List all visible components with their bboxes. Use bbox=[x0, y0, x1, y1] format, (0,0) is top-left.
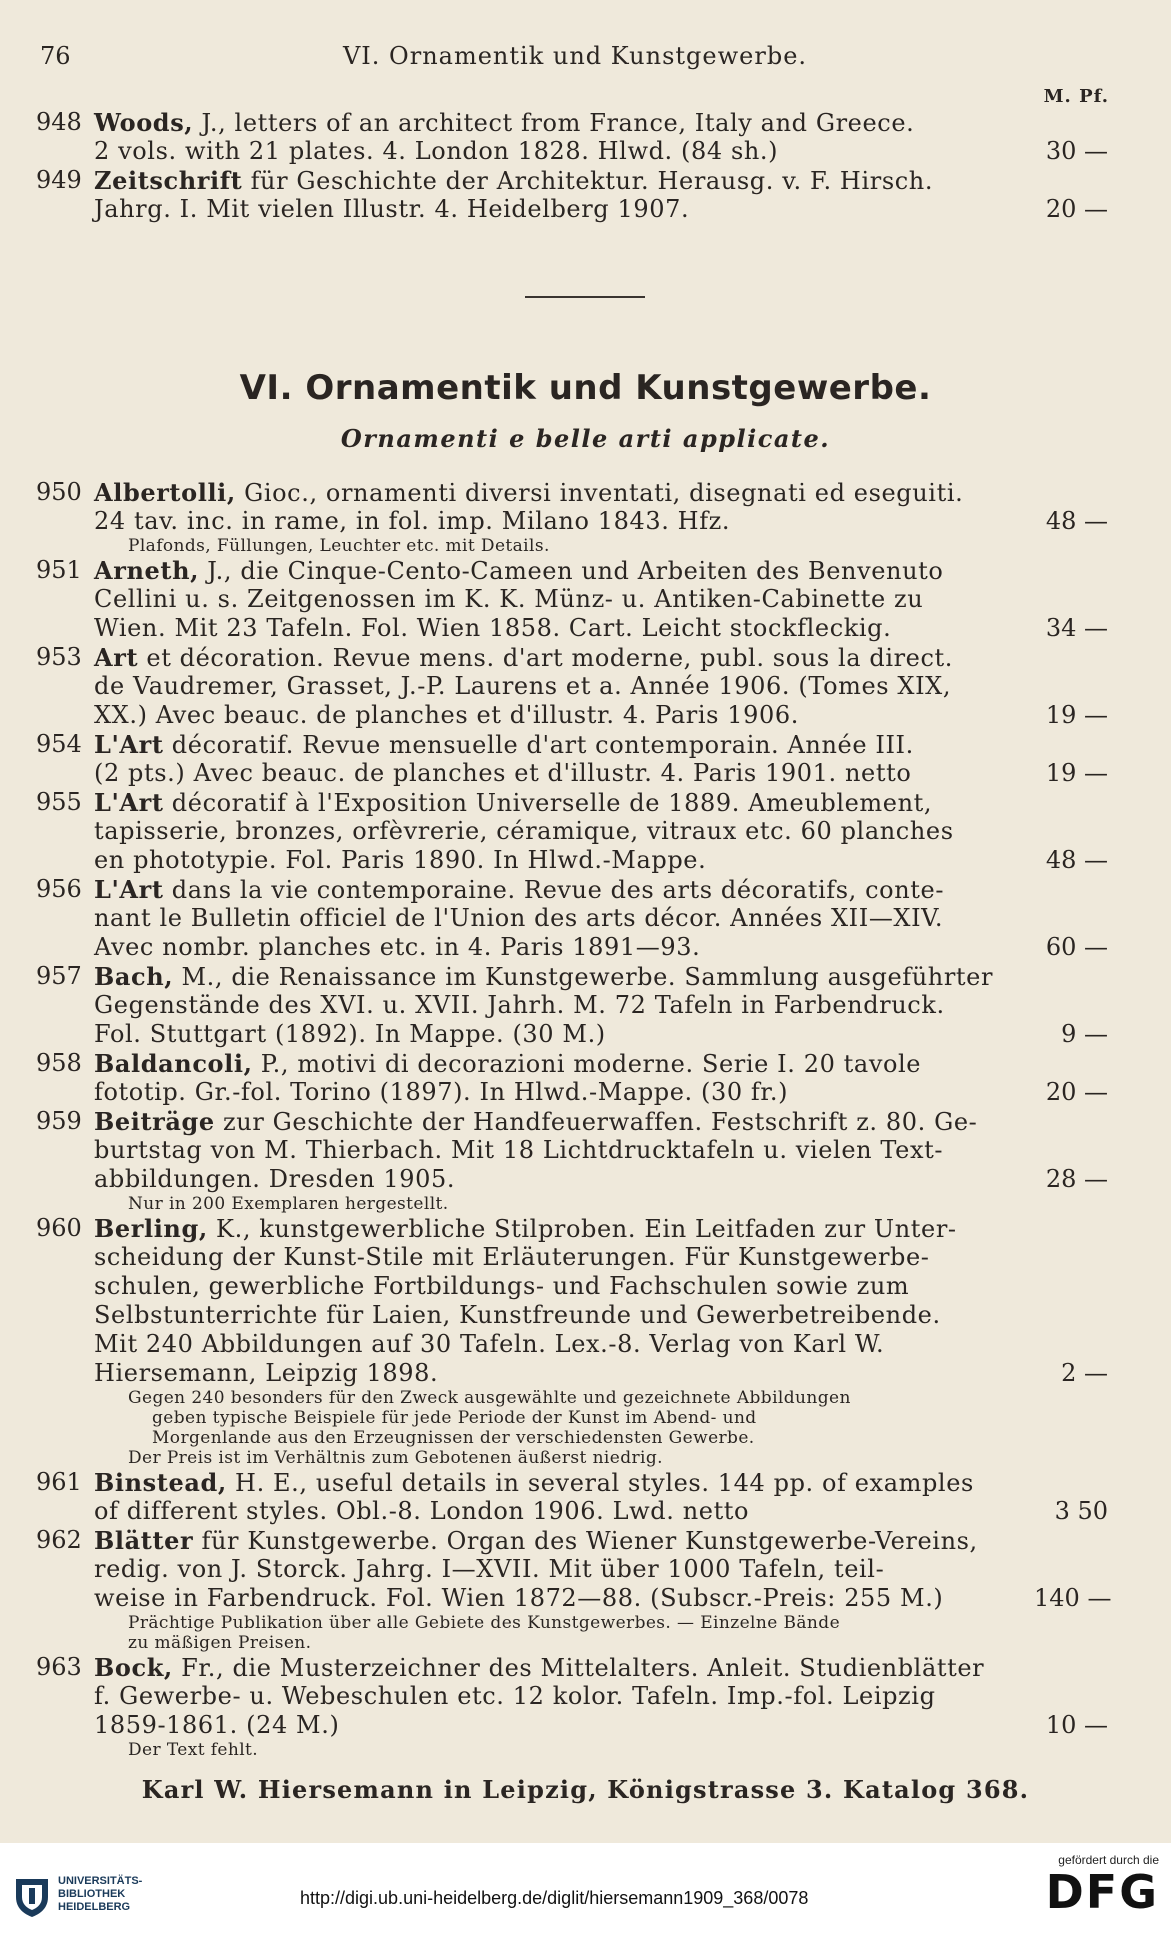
entry-text bbox=[94, 108, 914, 138]
entry-line bbox=[36, 962, 1108, 991]
entry-description: 2 vols. with 21 plates. 4. London 1828. Hlwd. (84 sh.) bbox=[94, 137, 779, 165]
entry-number: 956 bbox=[36, 875, 82, 903]
entry-price: 20 — bbox=[1045, 1078, 1108, 1106]
entry-price: 2 — bbox=[1061, 1359, 1108, 1387]
entry-line bbox=[36, 643, 1108, 672]
entry-description: redig. von J. Storck. Jahrg. I—XVII. Mit über 1000 Tafeln, teil- bbox=[94, 1555, 885, 1583]
entry-number: 963 bbox=[36, 1653, 82, 1681]
entry-description: Selbstunterrichte für Laien, Kunstfreunde und Gewerbetreibende. bbox=[94, 1301, 941, 1329]
catalog-entry bbox=[36, 788, 1108, 875]
entry-author: Beiträge bbox=[94, 1107, 215, 1136]
entry-text bbox=[94, 875, 944, 905]
entry-text bbox=[94, 1136, 943, 1165]
entry-line bbox=[36, 195, 1108, 224]
entry-text bbox=[94, 166, 933, 196]
entry-number: 960 bbox=[36, 1214, 82, 1242]
entry-description: décoratif. Revue mensuelle d'art contemporain. Année III. bbox=[163, 731, 914, 759]
entry-line bbox=[36, 1049, 1108, 1078]
entry-author: Bach, bbox=[94, 962, 174, 991]
entry-text bbox=[94, 1078, 788, 1107]
entry-text bbox=[94, 556, 943, 586]
entry-number: 953 bbox=[36, 643, 82, 671]
entry-line bbox=[36, 875, 1108, 904]
entry-author: L'Art bbox=[94, 730, 164, 759]
entry-line bbox=[36, 817, 1108, 846]
entry-description: zur Geschichte der Handfeuerwaffen. Festschrift z. 80. Ge- bbox=[214, 1108, 978, 1136]
entry-line bbox=[36, 846, 1108, 875]
entry-description: K., kunstgewerbliche Stilproben. Ein Leitfaden zur Unter- bbox=[207, 1215, 957, 1243]
library-logo[interactable] bbox=[12, 1865, 152, 1925]
entry-text bbox=[94, 195, 689, 224]
entry-description: M., die Renaissance im Kunstgewerbe. Sammlung ausgeführter bbox=[173, 963, 994, 991]
running-title: VI. Ornamentik und Kunstgewerbe. bbox=[342, 42, 808, 70]
entry-description: nant le Bulletin officiel de l'Union des arts décor. Années XII—XIV. bbox=[94, 904, 944, 932]
entry-text bbox=[94, 846, 706, 875]
entry-number: 958 bbox=[36, 1049, 82, 1077]
entry-description: Fr., die Musterzeichner des Mittelalters. Anleit. Studienblätter bbox=[172, 1654, 985, 1682]
entry-author: Blätter bbox=[94, 1526, 194, 1555]
entry-description: P., motivi di decorazioni moderne. Serie I. 20 tavole bbox=[252, 1050, 922, 1078]
entry-line bbox=[36, 166, 1108, 195]
entry-text bbox=[94, 1243, 930, 1272]
entry-author: Woods, bbox=[94, 108, 194, 137]
source-url-link[interactable]: http://digi.ub.uni-heidelberg.de/diglit/hiersemann1909_368/0078 bbox=[300, 1888, 809, 1908]
entry-author: Bock, bbox=[94, 1653, 173, 1682]
entry-text bbox=[94, 788, 932, 818]
entry-line bbox=[36, 556, 1108, 585]
entry-text bbox=[94, 817, 954, 846]
entry-author: Baldancoli, bbox=[94, 1049, 253, 1078]
entry-text bbox=[94, 643, 953, 673]
entry-description: H. E., useful details in several styles. 144 pp. of examples bbox=[226, 1469, 974, 1497]
entry-description: abbildungen. Dresden 1905. bbox=[94, 1165, 456, 1193]
entry-number: 959 bbox=[36, 1107, 82, 1135]
entry-number: 955 bbox=[36, 788, 82, 816]
entry-description: Fol. Stuttgart (1892). In Mappe. (30 M.) bbox=[94, 1020, 606, 1048]
entry-text bbox=[94, 137, 778, 166]
catalog-entry bbox=[36, 730, 1108, 788]
entry-description: (2 pts.) Avec beauc. de planches et d'illustr. 4. Paris 1901. netto bbox=[94, 759, 912, 787]
entry-line bbox=[36, 1136, 1108, 1165]
entry-text bbox=[94, 1330, 884, 1359]
entry-description: Cellini u. s. Zeitgenossen im K. K. Münz- u. Antiken-Cabinette zu bbox=[94, 585, 924, 613]
entry-description: Hiersemann, Leipzig 1898. bbox=[94, 1359, 439, 1387]
entry-description: 1859-1861. (24 M.) bbox=[94, 1711, 340, 1739]
catalog-entry bbox=[36, 166, 1108, 224]
entry-description: en phototypie. Fol. Paris 1890. In Hlwd.-Mappe. bbox=[94, 846, 707, 874]
entry-description: of different styles. Obl.-8. London 1906. Lwd. netto bbox=[94, 1497, 750, 1525]
entry-text bbox=[94, 1272, 909, 1301]
catalog-entry bbox=[36, 1653, 1108, 1760]
entry-number: 949 bbox=[36, 166, 82, 194]
entry-price: 60 — bbox=[1045, 933, 1108, 961]
entry-text bbox=[94, 1682, 936, 1711]
entry-line bbox=[36, 1584, 1112, 1613]
entry-line bbox=[36, 1330, 1108, 1359]
entry-line bbox=[36, 478, 1108, 507]
entry-author: Binstead, bbox=[94, 1468, 227, 1497]
entry-price: 48 — bbox=[1045, 846, 1108, 874]
entry-line bbox=[36, 904, 1108, 933]
entry-author: Art bbox=[94, 643, 139, 672]
entry-price: 20 — bbox=[1045, 195, 1108, 223]
entry-description: tapisserie, bronzes, orfèvrerie, céramique, vitraux etc. 60 planches bbox=[94, 817, 954, 845]
entry-price: 9 — bbox=[1061, 1020, 1108, 1048]
university-seal-icon bbox=[12, 1873, 52, 1919]
entry-text bbox=[94, 991, 945, 1020]
entry-line bbox=[36, 1165, 1108, 1194]
entry-author: L'Art bbox=[94, 788, 164, 817]
catalog-entry bbox=[36, 1526, 1112, 1653]
entry-text bbox=[94, 701, 799, 730]
entry-author: Zeitschrift bbox=[94, 166, 243, 195]
entry-description: Mit 240 Abbildungen auf 30 Tafeln. Lex.-8. Verlag von Karl W. bbox=[94, 1330, 885, 1358]
section-divider bbox=[525, 296, 645, 298]
entry-line bbox=[36, 672, 1108, 701]
entry-line bbox=[36, 1359, 1108, 1388]
entry-line bbox=[36, 108, 1108, 137]
entry-number: 962 bbox=[36, 1526, 82, 1554]
catalog-entry bbox=[36, 108, 1108, 166]
entry-text bbox=[94, 1359, 438, 1388]
entry-text bbox=[94, 478, 963, 508]
entry-number: 961 bbox=[36, 1468, 82, 1496]
entry-line bbox=[36, 1653, 1108, 1682]
entry-text bbox=[94, 1584, 943, 1613]
entry-note: Nur in 200 Exemplaren hergestellt. bbox=[128, 1194, 449, 1214]
entry-text bbox=[94, 1049, 921, 1079]
entry-text bbox=[94, 933, 700, 962]
catalog-entry bbox=[36, 1107, 1108, 1214]
entry-text bbox=[94, 672, 951, 701]
entry-description: Gioc., ornamenti diversi inventati, disegnati ed eseguiti. bbox=[235, 479, 964, 507]
entry-line bbox=[36, 730, 1108, 759]
dfg-logo[interactable] bbox=[1029, 1853, 1159, 1933]
entry-line bbox=[36, 991, 1108, 1020]
entry-line bbox=[36, 759, 1108, 788]
entry-line bbox=[36, 1078, 1108, 1107]
catalog-footer: Karl W. Hiersemann in Leipzig, Königstrasse 3. Katalog 368. bbox=[141, 1775, 1030, 1804]
catalog-entry bbox=[36, 1214, 1108, 1468]
entry-text bbox=[94, 1526, 978, 1556]
entry-price: 48 — bbox=[1045, 507, 1108, 535]
entry-line bbox=[36, 1214, 1108, 1243]
entry-note: Prächtige Publikation über alle Gebiete des Kunstgewerbes. — Einzelne Bände bbox=[128, 1613, 841, 1633]
entry-line bbox=[36, 1555, 1108, 1584]
entry-text bbox=[94, 1214, 957, 1244]
entry-description: J., die Cinque-Cento-Cameen und Arbeiten des Benvenuto bbox=[199, 557, 944, 585]
entry-price: 30 — bbox=[1045, 137, 1108, 165]
page-header bbox=[40, 42, 1110, 76]
entry-description: Avec nombr. planches etc. in 4. Paris 1891—93. bbox=[94, 933, 701, 961]
catalog-entry bbox=[36, 643, 1108, 730]
entry-description: Wien. Mit 23 Tafeln. Fol. Wien 1858. Cart. Leicht stockfleckig. bbox=[94, 614, 892, 642]
dfg-wordmark: DFG bbox=[1045, 1865, 1159, 1919]
entry-description: J., letters of an architect from France, Italy and Greece. bbox=[193, 109, 915, 137]
entry-text bbox=[94, 585, 923, 614]
entry-description: Jahrg. I. Mit vielen Illustr. 4. Heidelberg 1907. bbox=[94, 195, 690, 223]
entry-text bbox=[94, 1165, 455, 1194]
entry-line bbox=[36, 933, 1108, 962]
entry-line bbox=[36, 507, 1108, 536]
entry-description: Gegenstände des XVI. u. XVII. Jahrh. M. 72 Tafeln in Farbendruck. bbox=[94, 991, 945, 1019]
entry-description: fototip. Gr.-fol. Torino (1897). In Hlwd.-Mappe. (30 fr.) bbox=[94, 1078, 789, 1106]
catalog-entry bbox=[36, 962, 1108, 1049]
entry-line bbox=[36, 137, 1108, 166]
entry-text bbox=[94, 1468, 974, 1498]
entry-line bbox=[36, 1468, 1108, 1497]
entry-text bbox=[94, 1555, 884, 1584]
entry-description: für Geschichte der Architektur. Herausg. v. F. Hirsch. bbox=[242, 167, 934, 195]
page-number: 76 bbox=[40, 42, 71, 70]
entry-line bbox=[36, 1497, 1108, 1526]
section-subtitle: Ornamenti e belle arti applicate. bbox=[340, 424, 831, 453]
entry-price: 10 — bbox=[1045, 1711, 1108, 1739]
entry-description: 24 tav. inc. in rame, in fol. imp. Milano 1843. Hfz. bbox=[94, 507, 731, 535]
currency-header: M. Pf. bbox=[1043, 86, 1109, 107]
section-title: VI. Ornamentik und Kunstgewerbe. bbox=[239, 368, 932, 408]
entry-number: 954 bbox=[36, 730, 82, 758]
entry-text bbox=[94, 1301, 941, 1330]
entry-number: 951 bbox=[36, 556, 82, 584]
entry-note: Der Text fehlt. bbox=[128, 1740, 259, 1760]
entry-description: schulen, gewerbliche Fortbildungs- und Fachschulen sowie zum bbox=[94, 1272, 910, 1300]
entry-text bbox=[94, 1497, 749, 1526]
entry-text bbox=[94, 1711, 339, 1740]
digitization-bar bbox=[0, 1843, 1171, 1938]
entry-description: burtstag von M. Thierbach. Mit 18 Lichtdrucktafeln u. vielen Text- bbox=[94, 1136, 944, 1164]
entry-text bbox=[94, 759, 911, 788]
entry-note: Gegen 240 besonders für den Zweck ausgewählte und gezeichnete Abbildungen bbox=[128, 1388, 851, 1408]
entry-line bbox=[36, 1301, 1108, 1330]
entry-note: geben typische Beispiele für jede Periode der Kunst im Abend- und bbox=[152, 1408, 757, 1428]
entry-text bbox=[94, 730, 914, 760]
entry-price: 19 — bbox=[1045, 701, 1108, 729]
entry-text bbox=[94, 1653, 984, 1683]
entry-author: Albertolli, bbox=[94, 478, 236, 507]
entry-description: et décoration. Revue mens. d'art moderne, publ. sous la direct. bbox=[138, 644, 954, 672]
entry-author: L'Art bbox=[94, 875, 164, 904]
entry-line bbox=[36, 1272, 1108, 1301]
entry-line bbox=[36, 614, 1108, 643]
entry-note: Morgenlande aus den Erzeugnissen der verschiedensten Gewerbe. bbox=[152, 1428, 755, 1448]
entry-author: Berling, bbox=[94, 1214, 208, 1243]
entry-description: für Kunstgewerbe. Organ des Wiener Kunstgewerbe-Vereins, bbox=[193, 1527, 978, 1555]
entry-price: 28 — bbox=[1045, 1165, 1108, 1193]
entry-description: décoratif à l'Exposition Universelle de 1889. Ameublement, bbox=[163, 789, 933, 817]
entry-price: 19 — bbox=[1045, 759, 1108, 787]
entry-note: zu mäßigen Preisen. bbox=[128, 1633, 312, 1653]
funding-caption: gefördert durch die bbox=[1058, 1853, 1159, 1867]
entry-text bbox=[94, 904, 943, 933]
entry-price: 34 — bbox=[1045, 614, 1108, 642]
entry-text bbox=[94, 614, 891, 643]
entry-line bbox=[36, 788, 1108, 817]
entry-line bbox=[36, 1107, 1108, 1136]
entry-description: XX.) Avec beauc. de planches et d'illustr. 4. Paris 1906. bbox=[94, 701, 799, 729]
entry-number: 957 bbox=[36, 962, 82, 990]
entry-description: dans la vie contemporaine. Revue des arts décoratifs, conte- bbox=[163, 876, 945, 904]
entry-line bbox=[36, 585, 1108, 614]
catalog-entry bbox=[36, 875, 1108, 962]
catalog-entry bbox=[36, 556, 1108, 643]
entry-description: scheidung der Kunst-Stile mit Erläuterungen. Für Kunstgewerbe- bbox=[94, 1243, 930, 1271]
entry-line bbox=[36, 1682, 1108, 1711]
entry-text bbox=[94, 1020, 606, 1049]
entry-line bbox=[36, 1243, 1108, 1272]
entry-number: 950 bbox=[36, 478, 82, 506]
entry-number: 948 bbox=[36, 108, 82, 136]
entry-text bbox=[94, 507, 730, 536]
entry-description: f. Gewerbe- u. Webeschulen etc. 12 kolor. Tafeln. Imp.-fol. Leipzig bbox=[94, 1682, 936, 1710]
catalog-entry bbox=[36, 478, 1108, 556]
entry-text bbox=[94, 1107, 977, 1137]
entry-line bbox=[36, 1711, 1108, 1740]
entry-text bbox=[94, 962, 993, 992]
entry-note: Plafonds, Füllungen, Leuchter etc. mit Details. bbox=[128, 536, 550, 556]
entry-line bbox=[36, 1020, 1108, 1049]
entry-line bbox=[36, 701, 1108, 730]
library-name: UNIVERSITÄTS- BIBLIOTHEK HEIDELBERG bbox=[58, 1875, 143, 1913]
entry-price: 140 — bbox=[1034, 1584, 1112, 1612]
catalog-entry bbox=[36, 1468, 1108, 1526]
entry-note: Der Preis ist im Verhältnis zum Gebotenen äußerst niedrig. bbox=[128, 1448, 663, 1468]
entry-line bbox=[36, 1526, 1108, 1555]
entry-price: 3 50 bbox=[1054, 1497, 1108, 1525]
entry-description: weise in Farbendruck. Fol. Wien 1872—88. (Subscr.-Preis: 255 M.) bbox=[94, 1584, 944, 1612]
entry-author: Arneth, bbox=[94, 556, 200, 585]
catalog-entry bbox=[36, 1049, 1108, 1107]
entry-description: de Vaudremer, Grasset, J.-P. Laurens et a. Année 1906. (Tomes XIX, bbox=[94, 672, 952, 700]
